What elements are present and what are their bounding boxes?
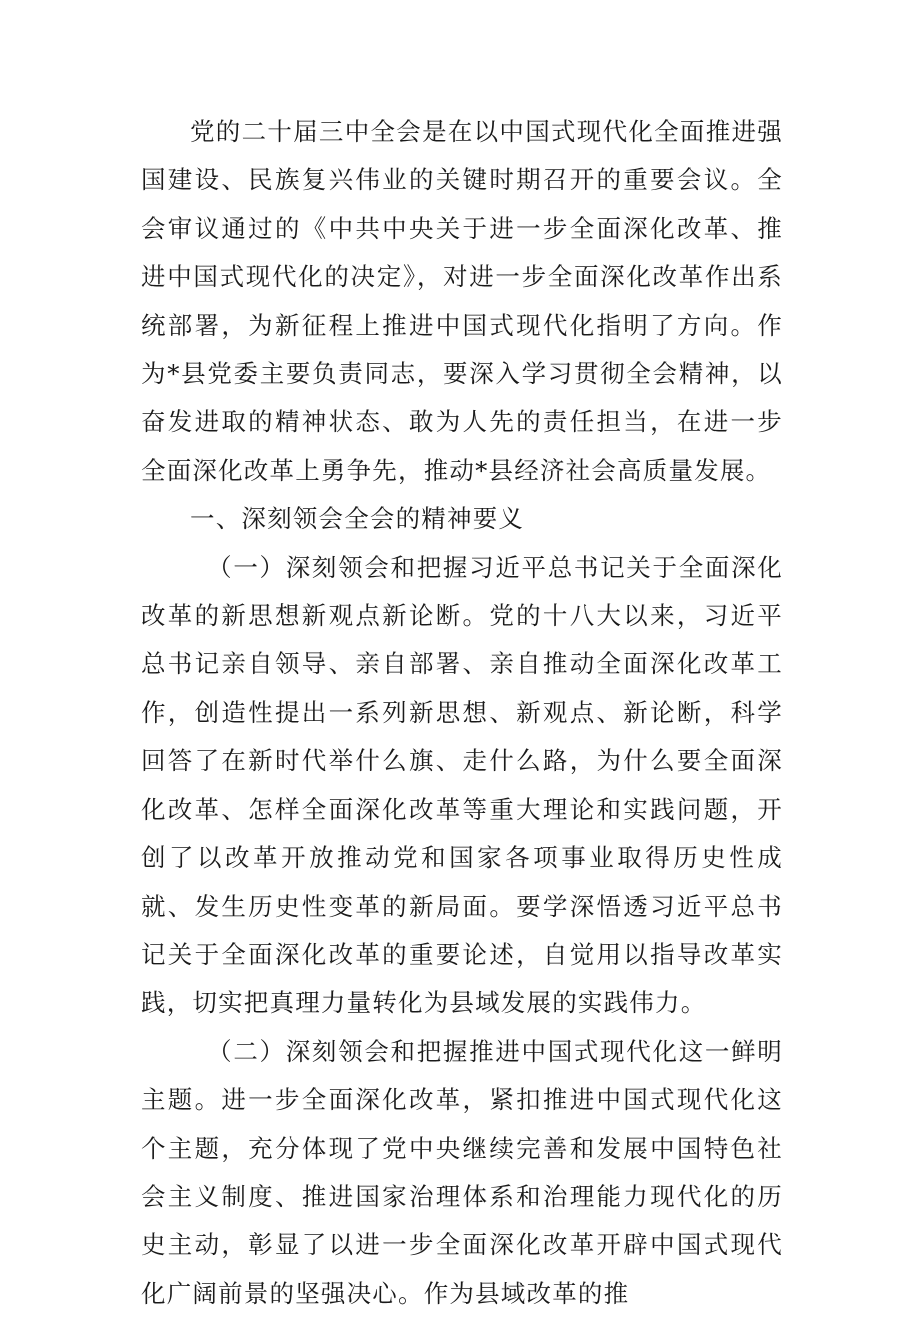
subsection-paragraph-2: （二）深刻领会和把握推进中国式现代化这一鲜明主题。进一步全面深化改革，紧扣推进中国式现代化这个主题，充分体现了党中央继续完善和发展中国特色社会主义制度、推进国家治理体系和治理能力现代化的历史主动，彰显了以进一步全面深化改革开辟中国式现代化广阔前景的坚强决心。作为县域改革的推: [141, 1036, 783, 1308]
document-body: [141, 108, 783, 1318]
subsection-paragraph-1: （一）深刻领会和把握习近平总书记关于全面深化改革的新思想新观点新论断。党的十八大以来，习近平总书记亲自领导、亲自部署、亲自推动全面深化改革工作，创造性提出一系列新思想、新观点、新论断，科学回答了在新时代举什么旗、走什么路，为什么要全面深化改革、怎样全面深化改革等重大理论和实践问题，开创了以改革开放推动党和国家各项事业取得历史性成就、发生历史性变革的新局面。要学深悟透习近平总书记关于全面深化改革的重要论述，自觉用以指导改革实践，切实把真理力量转化为县域发展的实践伟力。: [141, 552, 783, 1018]
intro-paragraph: 党的二十届三中全会是在以中国式现代化全面推进强国建设、民族复兴伟业的关键时期召开的重要会议。全会审议通过的《中共中央关于进一步全面深化改革、推进中国式现代化的决定》，对进一步全面深化改革作出系统部署，为新征程上推进中国式现代化指明了方向。作为*县党委主要负责同志，要深入学习贯彻全会精神，以奋发进取的精神状态、敢为人先的责任担当，在进一步全面深化改革上勇争先，推动*县经济社会高质量发展。: [141, 117, 783, 485]
section-heading-1: 一、深刻领会全会的精神要义: [190, 504, 525, 534]
